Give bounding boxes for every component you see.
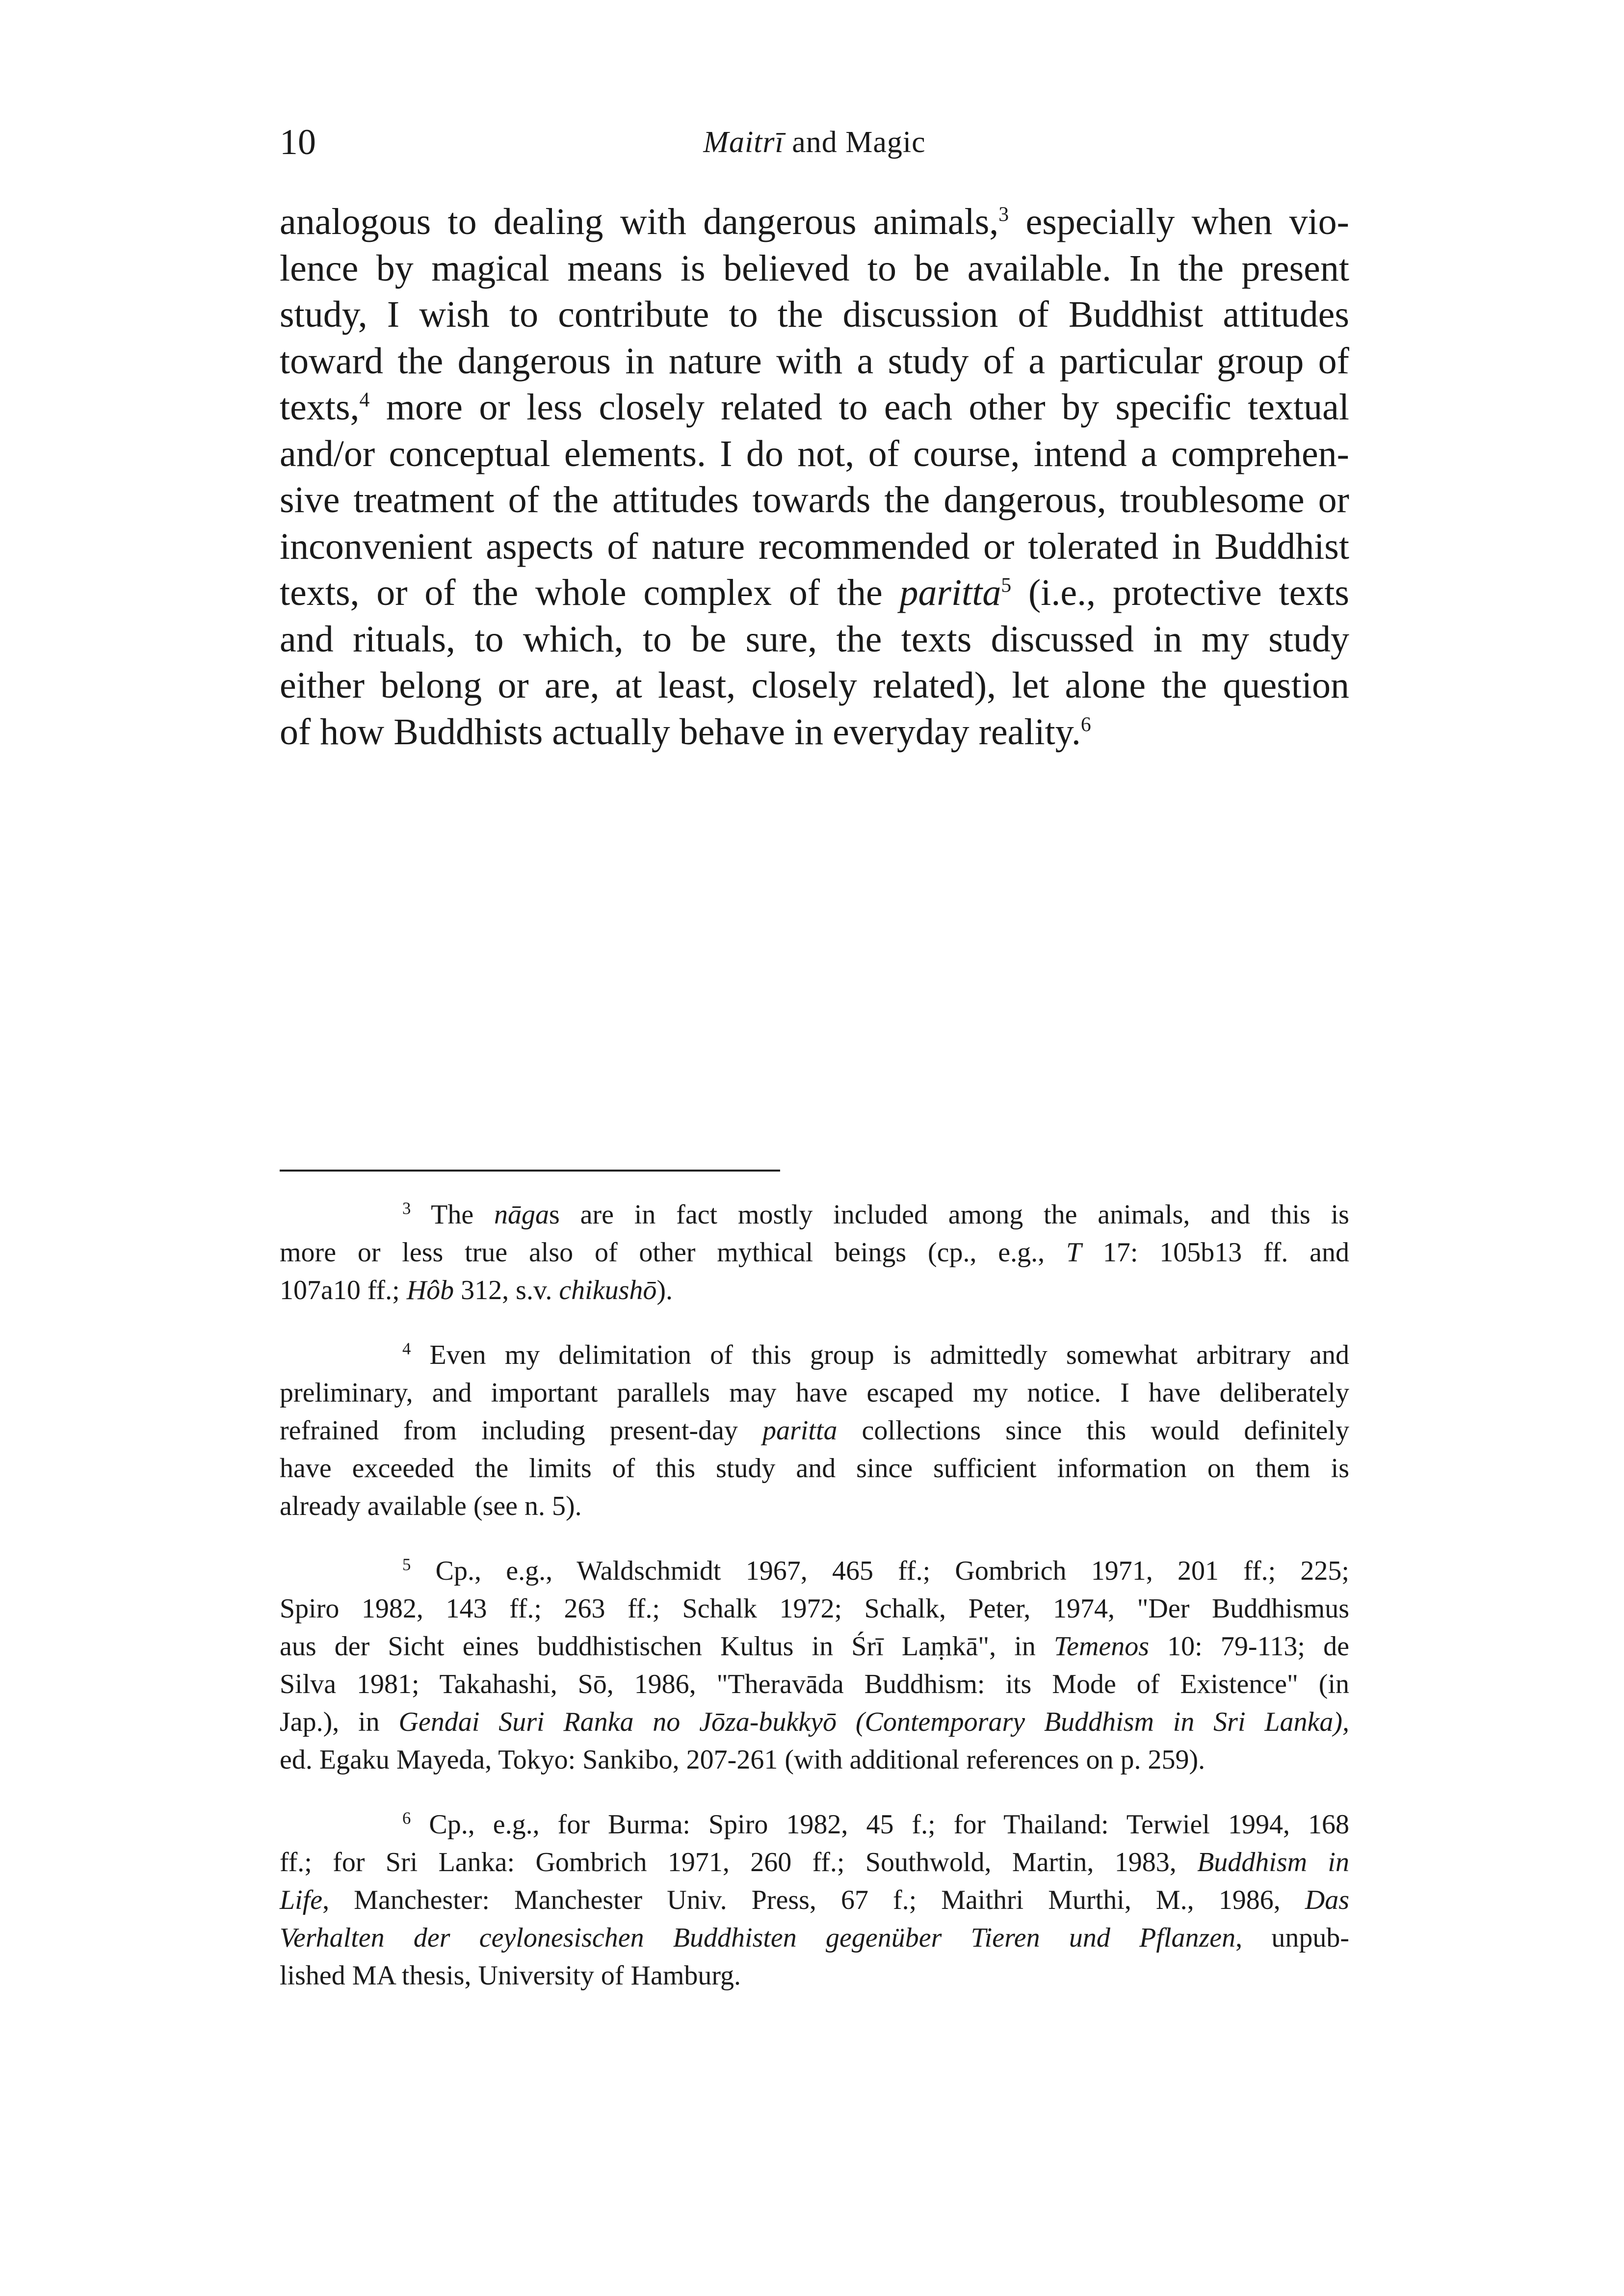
footnote-marker: 5 (1001, 574, 1012, 597)
text-run: texts, or of the whole complex of the (280, 572, 900, 613)
text-run: already available (see n. 5). (280, 1491, 582, 1521)
italic-run: nāga (494, 1200, 550, 1230)
text-run: Silva 1981; Takahashi, Sō, 1986, "Theravāda Buddhism: its Mode of Existence" (in (280, 1669, 1349, 1699)
italic-run: Verhalten der ceylonesischen Buddhisten gegenüber Tieren und Pflanzen (280, 1923, 1236, 1953)
text-run: have exceeded the limits of this study and since sufficient information on them is (280, 1453, 1349, 1484)
text-run: Even my delimitation of this group is admittedly somewhat arbitrary and (411, 1340, 1349, 1370)
footnotes (280, 1196, 1349, 2022)
body-line (280, 245, 1349, 292)
text-run: sive treatment of the attitudes towards the dangerous, troublesome or (280, 479, 1349, 521)
text-run: lence by magical means is believed to be available. In the present (280, 247, 1349, 289)
italic-run: Temenos (1054, 1631, 1149, 1662)
footnote-line (280, 1806, 1349, 1844)
body-line (280, 570, 1349, 616)
text-run: 312, s.v. (454, 1275, 559, 1305)
body-line (280, 523, 1349, 570)
text-run: (i.e., protective texts (1011, 572, 1350, 613)
body-paragraph (280, 199, 1349, 755)
footnote-line (280, 1703, 1349, 1741)
footnote-line (280, 1552, 1349, 1590)
footnote-marker: 4 (359, 389, 370, 412)
text-run: texts, (280, 387, 360, 428)
text-run: of how Buddhists actually behave in everyday reality. (280, 711, 1081, 753)
italic-run: Gendai Suri Ranka no Jōza-bukkyō (Contemporary Buddhism in Sri Lanka), (398, 1707, 1349, 1737)
body-line (280, 431, 1349, 477)
footnote-line (280, 1919, 1349, 1957)
text-run: ed. Egaku Mayeda, Tokyo: Sankibo, 207-261 (with additional references on p. 259). (280, 1745, 1205, 1775)
page-number: 10 (280, 122, 316, 162)
footnote-line (280, 1412, 1349, 1450)
body-line (280, 384, 1349, 431)
footnote-line (280, 1628, 1349, 1666)
text-run: toward the dangerous in nature with a study of a particular group of (280, 340, 1349, 382)
body-line (280, 338, 1349, 385)
text-run: either belong or are, at least, closely related), let alone the question (280, 665, 1349, 706)
italic-run: Buddhism in (1197, 1847, 1349, 1878)
footnote-4 (280, 1336, 1349, 1525)
footnote-line (280, 1336, 1349, 1374)
running-title-italic: Maitrī (703, 126, 784, 159)
body-line (280, 616, 1349, 663)
text-run: 10: 79-113; de (1149, 1631, 1349, 1662)
text-run: analogous to dealing with dangerous animals, (280, 201, 999, 242)
text-run: , Manchester: Manchester Univ. Press, 67 f.; Maithri Murthi, M., 1986, (322, 1885, 1305, 1915)
footnote-line (280, 1450, 1349, 1487)
text-run: Jap.), in (280, 1707, 399, 1737)
text-run: The (411, 1200, 495, 1230)
running-title-rest: and Magic (784, 126, 926, 159)
italic-run: Hôb (406, 1275, 454, 1305)
text-run: preliminary, and important parallels may have escaped my notice. I have deliberately (280, 1378, 1349, 1408)
footnote-line (280, 1234, 1349, 1272)
footnote-line (280, 1374, 1349, 1412)
footnote-number: 4 (402, 1339, 411, 1358)
text-run: lished MA thesis, University of Hamburg. (280, 1960, 741, 1991)
text-run: 107a10 ff.; (280, 1275, 407, 1305)
text-run: study, I wish to contribute to the discussion of Buddhist attitudes (280, 294, 1349, 335)
text-run: Cp., e.g., Waldschmidt 1967, 465 ff.; Gombrich 1971, 201 ff.; 225; (411, 1556, 1349, 1586)
text-run: ff.; for Sri Lanka: Gombrich 1971, 260 ff.; Southwold, Martin, 1983, (280, 1847, 1198, 1878)
italic-run: Das (1305, 1885, 1349, 1915)
body-line (280, 291, 1349, 338)
footnote-line (280, 1487, 1349, 1525)
text-run: ). (656, 1275, 673, 1305)
text-run: 17: 105b13 ff. and (1081, 1237, 1350, 1268)
italic-run: paritta (899, 572, 1001, 613)
text-run: Spiro 1982, 143 ff.; 263 ff.; Schalk 1972; Schalk, Peter, 1974, "Der Buddhismus (280, 1593, 1349, 1624)
text-run: more or less closely related to each other by specific textual (369, 387, 1349, 428)
text-run: Cp., e.g., for Burma: Spiro 1982, 45 f.; for Thailand: Terwiel 1994, 168 (411, 1809, 1349, 1840)
footnote-line (280, 1666, 1349, 1703)
text-run: especially when vio- (1009, 201, 1349, 242)
footnote-marker: 3 (998, 203, 1009, 226)
text-run: , unpub- (1235, 1923, 1349, 1953)
footnote-6 (280, 1806, 1349, 1995)
footnote-number: 3 (402, 1199, 411, 1218)
text-run: and/or conceptual elements. I do not, of course, intend a comprehen- (280, 433, 1349, 474)
footnote-3 (280, 1196, 1349, 1309)
body-line (280, 199, 1349, 245)
body-line (280, 709, 1349, 756)
footnote-line (280, 1957, 1349, 1995)
footnote-line (280, 1881, 1349, 1919)
running-title (280, 118, 1349, 167)
footnote-number: 5 (402, 1555, 411, 1574)
footnote-line (280, 1844, 1349, 1881)
footnote-separator (280, 1170, 780, 1172)
body-line (280, 477, 1349, 523)
footnote-line (280, 1590, 1349, 1628)
text-run: refrained from including present-day (280, 1415, 762, 1446)
footnote-5 (280, 1552, 1349, 1779)
text-run: inconvenient aspects of nature recommended or tolerated in Buddhist (280, 525, 1349, 567)
italic-run: paritta (762, 1415, 838, 1446)
text-run: aus der Sicht eines buddhistischen Kultus in Śrī Laṃkā", in (280, 1631, 1054, 1662)
text-run: s are in fact mostly included among the animals, and this is (549, 1200, 1349, 1230)
running-head (280, 118, 1349, 167)
footnote-line (280, 1196, 1349, 1234)
footnote-number: 6 (402, 1808, 411, 1828)
text-run: more or less true also of other mythical beings (cp., e.g., (280, 1237, 1066, 1268)
body-line (280, 662, 1349, 709)
italic-run: T (1066, 1237, 1082, 1268)
footnote-line (280, 1741, 1349, 1779)
text-run: collections since this would definitely (837, 1415, 1349, 1446)
footnote-marker: 6 (1080, 713, 1091, 736)
italic-run: chikushō (559, 1275, 657, 1305)
text-run: and rituals, to which, to be sure, the texts discussed in my study (280, 618, 1349, 660)
italic-run: Life (280, 1885, 323, 1915)
footnote-line (280, 1272, 1349, 1309)
